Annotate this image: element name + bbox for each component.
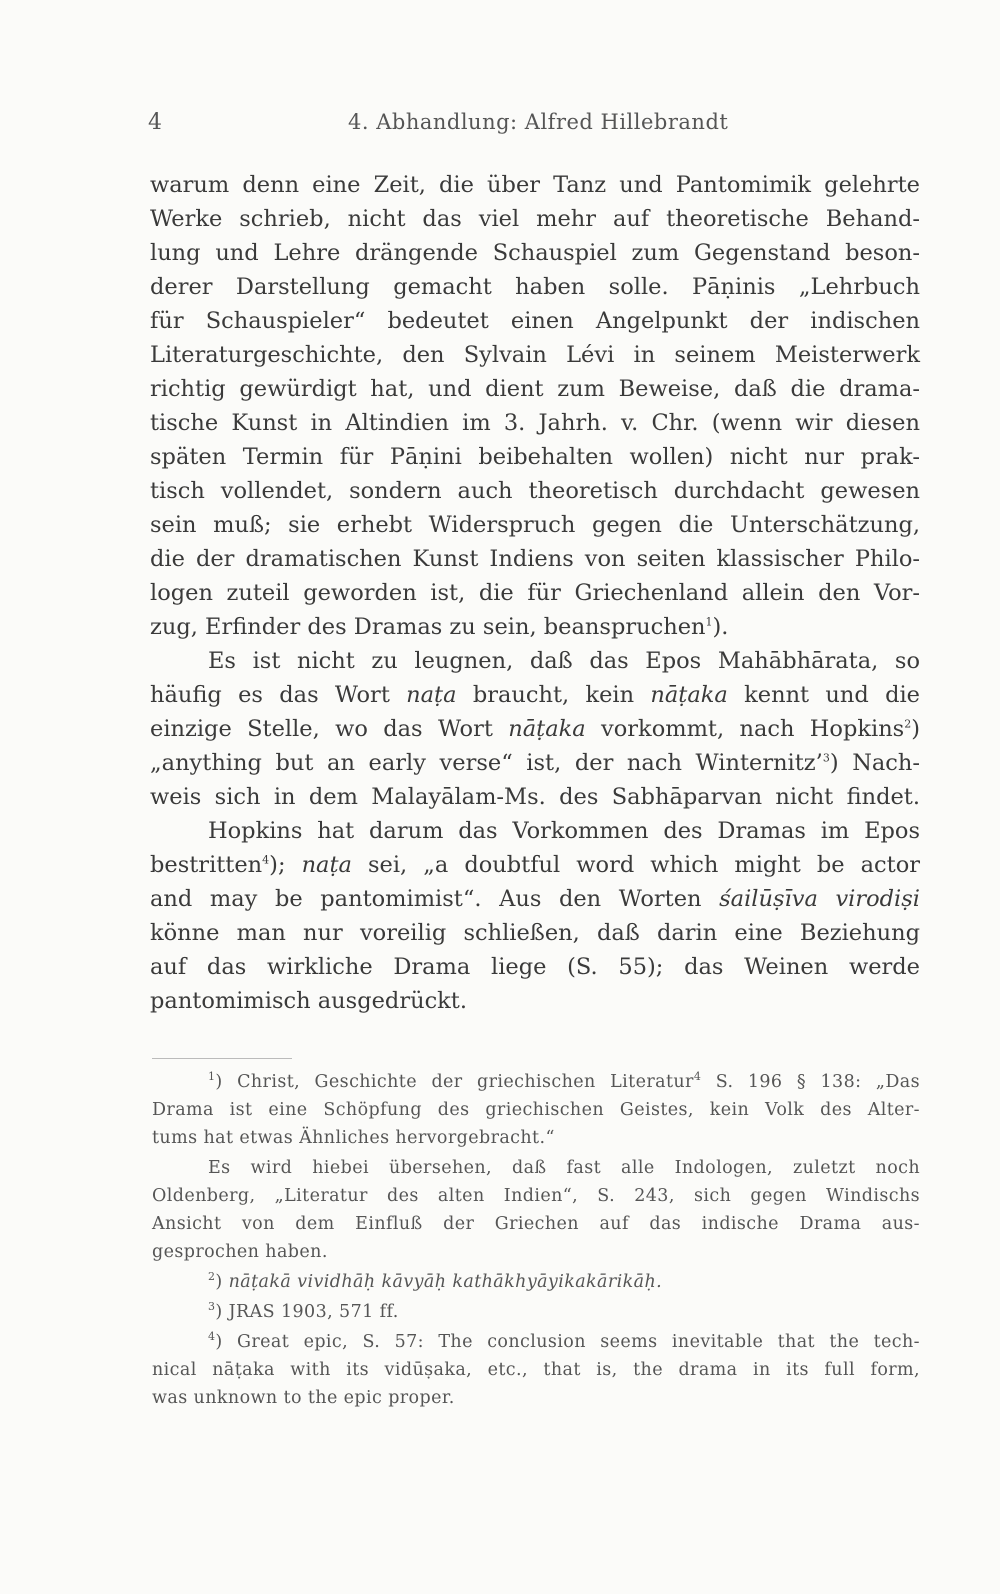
italic-term: naṭa [301, 852, 352, 878]
body-line: zug, Erfinder des Dramas zu sein, beanspruchen$^1$). [150, 614, 729, 640]
body-line: richtig gewürdigt hat, und dient zum Beweise, daß die drama- [150, 376, 920, 402]
body-line: Literaturgeschichte, den Sylvain Lévi in seinem Meisterwerk [150, 342, 920, 368]
body-text-segment: einzige Stelle, wo das Wort [150, 716, 493, 742]
body-line: lung und Lehre drängende Schauspiel zum Gegenstand beson- [150, 240, 920, 266]
body-line: Es ist nicht zu leugnen, daß das Epos Mahābhārata, so [208, 648, 920, 674]
footnote-text: S. 196 § 138: „Das [701, 1072, 920, 1092]
footnote-line: Oldenberg, „Literatur des alten Indien“, S. 243, sich gegen Windischs [152, 1186, 920, 1206]
body-line: für Schauspieler“ bedeutet einen Angelpunkt der indischen [150, 308, 920, 334]
footnote-line: tums hat etwas Ähnliches hervorgebracht.“ [152, 1128, 555, 1148]
footnote-line: Ansicht von dem Einfluß der Griechen auf das indische Drama aus- [152, 1214, 920, 1234]
body-line: Werke schrieb, nicht das viel mehr auf theoretische Behand- [150, 206, 920, 232]
body-line: späten Termin für Pāṇini beibehalten wollen) nicht nur prak- [150, 444, 920, 470]
body-text-segment: Nach- [852, 750, 920, 776]
body-line [150, 678, 920, 712]
body-text-segment: vorkommt, nach Hopkins [601, 716, 905, 742]
italic-term: naṭa [406, 682, 457, 708]
footnote-text: nāṭakā vividhāḥ kāvyāḥ kathākhyāyikakārikāḥ. [228, 1272, 663, 1292]
body-line: weis sich in dem Malayālam-Ms. des Sabhāparvan nicht findet. [150, 784, 920, 810]
footnote-1: $^1$) Christ, Geschichte der griechischen Literatur$^4$ S. 196 § 138: „Das [208, 1070, 920, 1092]
body-text-segment: bestritten [150, 852, 263, 878]
footnote-ref-2: 2 [904, 717, 912, 731]
body-line: tisch vollendet, sondern auch theoretisch durchdacht gewesen [150, 478, 920, 504]
italic-term: nāṭaka [508, 716, 586, 742]
footnote-mark-2: 2 [208, 1270, 216, 1284]
footnote-text: JRAS 1903, 571 ff. [228, 1302, 399, 1322]
body-line: tische Kunst in Altindien im 3. Jahrh. v. Chr. (wenn wir diesen [150, 410, 920, 436]
footnote-line: gesprochen haben. [152, 1242, 328, 1262]
body-text-segment: zug, Erfinder des Dramas zu sein, beanspruchen [150, 614, 706, 640]
footnote-ref-1: 1 [705, 615, 713, 629]
body-line: pantomimisch ausgedrückt. [150, 988, 467, 1014]
body-line: die der dramatischen Kunst Indiens von seiten klassischer Philo- [150, 546, 920, 572]
page-number: 4 [148, 110, 162, 135]
footnote-mark-1: 1 [208, 1070, 216, 1084]
running-title: 4. Abhandlung: Alfred Hillebrandt [348, 110, 729, 134]
body-line: logen zuteil geworden ist, die für Griechenland allein den Vor- [150, 580, 920, 606]
footnote-line: was unknown to the epic proper. [152, 1388, 455, 1408]
body-text-segment: braucht, kein [472, 682, 635, 708]
footnote-3: $^3$) JRAS 1903, 571 ff. [208, 1300, 399, 1322]
body-line: bestritten$^4$); naṭa sei, „a doubtful word which might be actor [150, 852, 920, 878]
footnote-line: Es wird hiebei übersehen, daß fast alle Indologen, zuletzt noch [208, 1158, 920, 1178]
body-text-segment: „anything but an early verse“ ist, der nach Winternitz’ [150, 750, 823, 776]
footnote-4: $^4$) Great epic, S. 57: The conclusion seems inevitable that the tech- [208, 1330, 920, 1352]
body-text-segment: sei, „a doubtful word which might be actor [351, 852, 920, 878]
footnote-rule [152, 1058, 292, 1059]
footnote-mark-4: 4 [208, 1330, 216, 1344]
italic-term: śailūṣīva virodiṣi [719, 886, 921, 912]
footnote-ref-4: 4 [262, 853, 270, 867]
body-line: auf das wirkliche Drama liege (S. 55); das Weinen werde [150, 954, 920, 980]
body-text-segment: kennt und die [744, 682, 920, 708]
body-line: könne man nur voreilig schließen, daß darin eine Beziehung [150, 920, 920, 946]
body-line: sein muß; sie erhebt Widerspruch gegen die Unterschätzung, [150, 512, 920, 538]
body-line: warum denn eine Zeit, die über Tanz und Pantomimik gelehrte [150, 172, 920, 198]
body-line [150, 882, 920, 916]
body-line: „anything but an early verse“ ist, der nach Winternitz’$^3$) Nach- [150, 750, 920, 776]
footnote-line: Drama ist eine Schöpfung des griechischen Geistes, kein Volk des Alter- [152, 1100, 920, 1120]
body-text-segment: and may be pantomimist“. Aus den Worten [150, 886, 702, 912]
footnote-text: Great epic, S. 57: The conclusion seems inevitable that the tech- [237, 1332, 920, 1352]
footnote-line: nical nāṭaka with its vidūṣaka, etc., that is, the drama in its full form, [152, 1360, 920, 1380]
body-text-segment: häufig es das Wort [150, 682, 390, 708]
body-line: einzige Stelle, wo das Wort nāṭaka vorkommt, nach Hopkins$^2$) [150, 716, 921, 742]
footnote-mark-3: 3 [208, 1300, 216, 1314]
footnote-ref-3: 3 [822, 751, 830, 765]
edition-superscript: 4 [693, 1070, 702, 1084]
body-line: derer Darstellung gemacht haben solle. Pāṇinis „Lehrbuch [150, 274, 920, 300]
footnote-text: Christ, Geschichte der griechischen Literatur [237, 1072, 694, 1092]
footnote-2: $^2$) nāṭakā vividhāḥ kāvyāḥ kathākhyāyikakārikāḥ. [208, 1270, 663, 1292]
italic-term: nāṭaka [650, 682, 728, 708]
body-text-segment: ; [277, 852, 302, 878]
body-line: Hopkins hat darum das Vorkommen des Dramas im Epos [208, 818, 920, 844]
page-header [148, 110, 918, 142]
